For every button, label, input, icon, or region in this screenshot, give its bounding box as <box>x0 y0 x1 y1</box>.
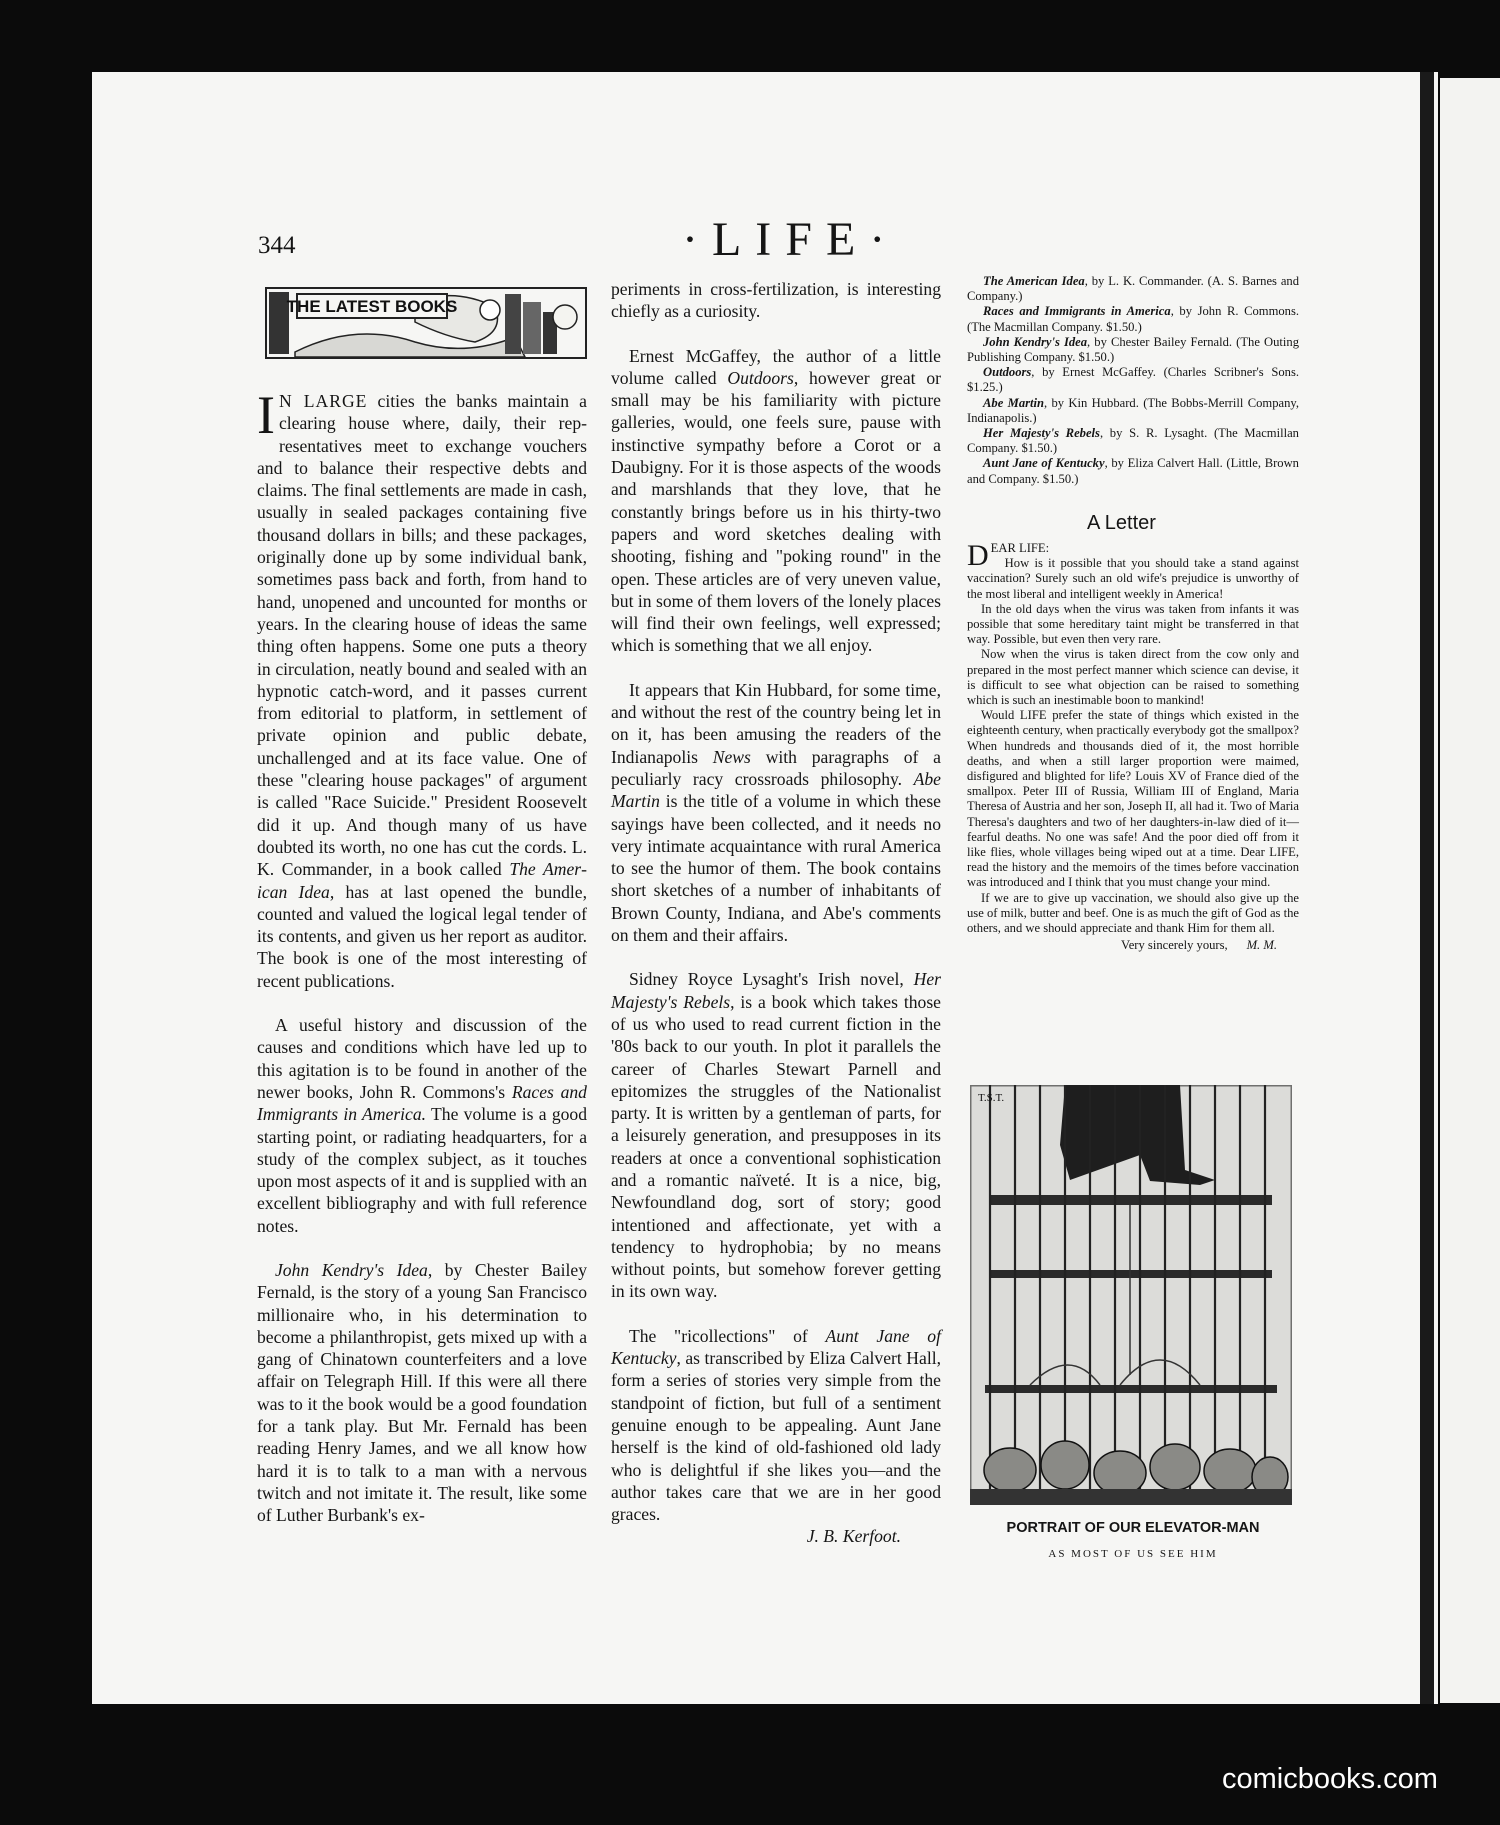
paragraph-text: It appears that Kin Hubbard, for some time, and without the rest of the country being let in on it, has been amusing the readers of the Indianapolis <box>611 679 941 767</box>
artist-monogram: T.S.T. <box>978 1092 1005 1104</box>
letter-heading: A Letter <box>1087 512 1156 534</box>
book-list-title: Aunt Jane of Kentucky <box>983 456 1105 471</box>
banner-title: THE LATEST BOOKS <box>286 297 458 316</box>
book-list <box>967 274 1299 487</box>
book-list-title: Her Majesty's Rebels <box>983 426 1100 441</box>
book-title: Outdoors <box>727 367 794 388</box>
column-2 <box>611 278 941 1548</box>
latest-books-banner <box>265 282 587 362</box>
column-1 <box>257 385 588 1527</box>
book-list-details: , by Eliza Calvert Hall. (Little, Brown and Company. $1.50.) <box>967 456 1299 486</box>
reviewer-signature: J. B. Kerfoot. <box>806 1526 901 1547</box>
letter-paragraph: In the old days when the virus was taken from infants it was possible that some hereditary taint might be transferred in that way. Possible, but even then very rare. <box>967 601 1299 647</box>
page-gutter <box>1420 72 1434 1704</box>
book-list-item <box>967 304 1299 334</box>
drop-cap: D <box>967 539 989 572</box>
book-list-details: , by Chester Bailey Fernald. (The Outing Publishing Company. $1.50.) <box>967 334 1300 365</box>
paragraph-text: The volume is a good starting point, or radiating headquarters, for a study of the complex subject, as it touches upon most aspects of it and is supplied with an excellent bibliography and with full reference notes. <box>257 1104 588 1236</box>
paragraph-mcgaffey <box>611 345 941 657</box>
book-list-details: , by S. R. Lysaght. (The Macmillan Company. $1.50.) <box>967 426 1299 456</box>
cartoon-caption: PORTRAIT OF OUR ELEVATOR-MAN <box>1006 1520 1260 1536</box>
book-list-item <box>967 274 1299 304</box>
lead-in: N LARGE <box>278 391 368 411</box>
paragraph-kendry <box>257 1259 587 1527</box>
book-list-item <box>967 335 1299 365</box>
book-list-details: , by L. K. Commander. (A. S. Barnes and Company.) <box>967 274 1300 304</box>
book-title: Her Majesty's Rebels <box>611 969 941 1012</box>
book-list-item <box>967 456 1299 486</box>
paragraph-text: with paragraphs of a peculiarly racy crossroads philosophy. <box>611 746 941 789</box>
book-list-title: Races and Immigrants in America <box>983 304 1171 319</box>
newspaper-name: News <box>712 746 751 767</box>
masthead-title: ·LIFE· <box>682 213 900 266</box>
cartoon-subcaption: AS MOST OF US SEE HIM <box>1048 1548 1218 1560</box>
watermark: comicbooks.com <box>1222 1763 1438 1795</box>
paragraph-text: Sidney Royce Lysaght's Irish novel, <box>629 969 914 990</box>
salutation-text: EAR LIFE: <box>990 541 1050 555</box>
book-list-details: , by John R. Commons. (The Macmillan Company. $1.50.) <box>967 304 1300 334</box>
closing-text: Very sincerely yours, <box>1121 938 1228 953</box>
drop-cap: I <box>257 385 275 445</box>
paragraph-hubbard <box>611 679 941 947</box>
book-list-title: The American Idea <box>983 274 1085 288</box>
book-list-title: Abe Martin <box>983 395 1045 410</box>
book-list-details: , by Kin Hubbard. (The Bobbs-Merrill Company, Indianapolis.) <box>967 395 1300 425</box>
paragraph-text: cities the banks maintain a clearing house where, daily, their representatives meet to exchange vouchers and to balance their respective debts and claims. The final settlements are made in cash, usually in sealed packages containing five thousand dollars in bills; and these packages, originally done up by some individual bank, sometimes pass back and forth, from hand to hand, unopened and uncounted for months or years. In the clearing house of ideas the same thing often happens. Some one puts a theory in circulation, neatly bound and sealed with an hypnotic catch-word, and it passes current from editorial to platform, in settlement of private opinion and public debate, unchallenged and at its face value. One of these "clearing house packages" of argument is called "Race Suicide." President Roosevelt did it up. And though many of us have doubted its worth, no one has cut the cords. L. K. Commander, in a book called <box>257 391 587 880</box>
book-title: Races and Immigrants in America. <box>257 1081 587 1125</box>
book-title: Abe Martin <box>611 768 941 812</box>
book-list-details: , by Ernest McGaffey. (Charles Scribner's Sons. $1.25.) <box>967 365 1299 395</box>
letter-paragraph: Would LIFE prefer the state of things which existed in the eighteenth century, when practically everybody got the smallpox? When hundreds and thousands died of it, the most horrible deaths, and when a still larger proportion were maimed, disfigured and blighted for life? Louis XV of France died of the smallpox. Peter III of Russia, William III of England, Maria Theresa of Austria and her son, Joseph II, all had it. Two of Maria Theresa's daughters and two of her daughters-in-law died of it—fearful deaths. No one was safe! And the poor died off from it like flies, whole villages being wiped out at a time. Dear LIFE, read the history and the memoirs of the times before vaccination was introduced and I think that you must change your mind. <box>967 708 1299 890</box>
paragraph-text: The "ricollections" of <box>629 1325 826 1346</box>
letter-paragraph: How is it possible that you should take a stand against vaccination? Surely such an old wife's prejudice is unworthy of the most liberal and intelligent weekly in America! <box>967 556 1299 601</box>
paragraph-commons <box>257 1014 587 1237</box>
paragraph-text: A useful history and discussion of the causes and conditions which have led up to this agitation is to be found in another of the newer books, John R. Commons's <box>257 1015 587 1102</box>
elevator-cartoon <box>970 1085 1292 1505</box>
letter-paragraph: If we are to give up vaccination, we should also give up the use of milk, butter and beef. One is as much the gift of God as the others, and we should appreciate and thank Him for them all. <box>967 890 1299 936</box>
book-list-title: John Kendry's Idea <box>983 334 1088 349</box>
page-number: 344 <box>258 232 296 259</box>
letter-paragraph: Now when the virus is taken direct from the cow only and prepared in the most perfect manner which science can devise, it is difficult to see what objection can be raised to something which is such an inestimable boon to mankind! <box>967 647 1299 708</box>
paragraph-text: Ernest McGaffey, the author of a little volume called <box>611 345 941 388</box>
letter-salutation <box>967 539 1299 572</box>
book-list-item <box>967 426 1299 456</box>
book-title: John Kendry's Idea <box>275 1259 428 1280</box>
paragraph-text: , is a book which takes those of us who used to read current fiction in the '80s back to our youth. In plot it parallels the career of Charles Stewart Parnell and epitomizes the struggles of the Nationalist party. It is written by a gentleman of parts, for a leisurely generation, and presupposes in its readers at once a conventional sophistication and a romantic naïveté. It is a nice, big, Newfoundland dog, sort of story; good intentioned and affectionate, yet with a tendency to hydrophobia; by no means without points, but somehow forever getting in its own way. <box>611 991 941 1302</box>
book-list-item <box>967 365 1299 395</box>
book-title: Aunt Jane of Kentucky <box>611 1325 941 1369</box>
book-list-item <box>967 396 1299 426</box>
book-list-title: Outdoors <box>983 365 1032 380</box>
paragraph-clearing-house <box>257 385 588 992</box>
paragraph-lysaght <box>611 968 941 1302</box>
paragraph-text: , has at last opened the bundle, counted and valued the logical legal tender of its contents, and given us her report as auditor. The book is one of the most interesting of recent publications. <box>257 881 588 991</box>
letter-initials: M. M. <box>1246 938 1277 953</box>
letter-to-editor <box>967 541 1299 953</box>
paragraph-aunt-jane <box>611 1325 941 1526</box>
paragraph-text: , however great or small may be his familiarity with picture galleries, would, one feels sure, pause with instinctive sympathy before a Corot or a Daubigny. For it is those aspects of the woods and marshlands that they love, that he constantly brings before us in his thirty-two papers and word sketches dealing with shooting, fishing and "poking round" in the open. These articles are of very uneven value, but in some of them lovers of the lonely places will find their own feelings, well expressed; which is something that we all enjoy. <box>611 367 941 656</box>
book-title: The American Idea <box>257 859 587 902</box>
paragraph-text: , as transcribed by Eliza Calvert Hall, form a series of stories very simple from the standpoint of fiction, but full of a sentiment genuine enough to be appealing. Aunt Jane herself is the kind of old-fashioned old lady who is delightful if she likes you—and the author takes care that we are in her good graces. <box>611 1348 941 1525</box>
paragraph-text: , by Chester Bailey Fernald, is the story of a young San Francisco millionaire who, in his determination to become a philanthropist, gets mixed up with a gang of Chinatown counterfeiters and a love affair on Telegraph Hill. If this were all there was to it the book would be a good foundation for a tank play. But Mr. Fernald has been reading Henry James, and we all know how hard it is to talk to a man with a nervous twitch and not imitate it. The result, like some of Luther Burbank's ex- <box>257 1259 587 1526</box>
letter-closing <box>967 938 1277 953</box>
next-page-edge <box>1440 78 1500 1703</box>
paragraph-text: is the title of a volume in which these sayings have been collected, and it needs no very intimate acquaintance with rural America to see the humor of them. The book contains short sketches of a number of inhabitants of Brown County, Indiana, and Abe's comments on them and their affairs. <box>611 791 941 946</box>
paragraph-continued: periments in cross-fertilization, is interesting chiefly as a curiosity. <box>611 279 941 322</box>
